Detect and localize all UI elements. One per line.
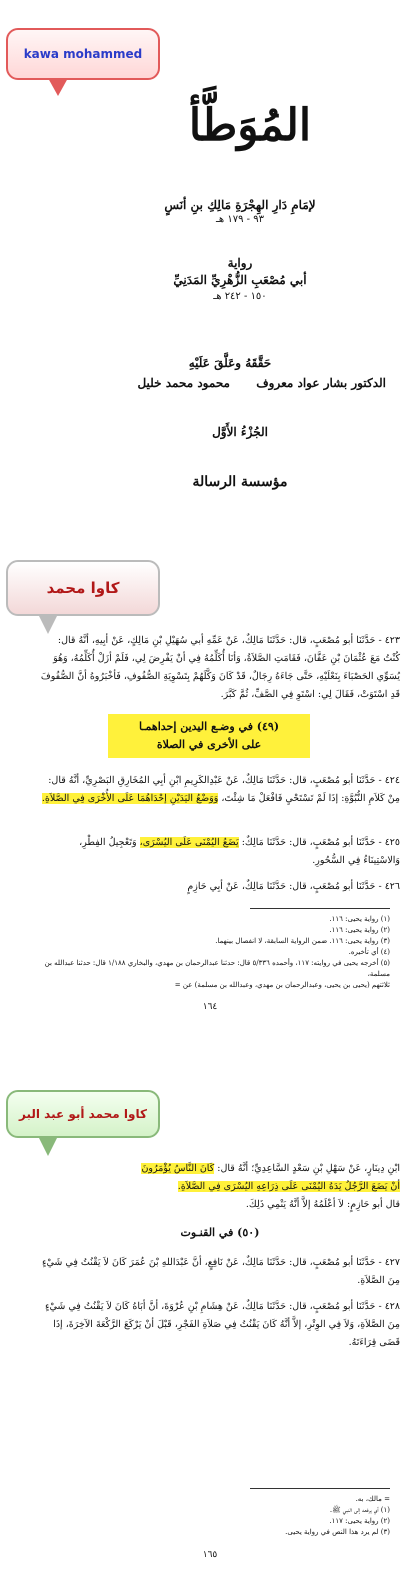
book-title: المُوَطَّأ: [188, 100, 312, 151]
footnote: (١) رواية يحيى: ١١٦.: [329, 915, 390, 923]
publisher-name: مؤسسة الرسالة: [192, 474, 288, 490]
chapter-50-heading: (٥٠) في القنـوت: [180, 1226, 260, 1239]
hadith-425-highlight: يَضَعُ اليُمْنَى عَلَى اليُسْرَى،: [139, 837, 239, 848]
callout-tail: [38, 614, 58, 634]
volume-label: الجُزْءُ الأَوَّل: [212, 425, 268, 439]
editor-2: محمود محمد خليل: [137, 376, 230, 390]
hadith-425-text-2: وَتَعْجِيلُ الفِطْرِ، وَالاسْتِينَاءُ فِي السُّحُورِ.: [79, 837, 400, 866]
footnote-divider: [250, 1488, 390, 1489]
footnote: (١) أي يرفعه إلى النبي ﷺ.: [329, 1506, 390, 1514]
hadith-424-text: ٤٢٤ - حَدَّثَنَا أبو مُصْعَبٍ، قال: حَدَّثَنَا مَالِكٌ، عَنْ عَبْدِالكَرِيمِ ابْنِ أبِي المُخَارِقِ البَصْرِيِّ، أنَّهُ قال: مِنْ كَلاَمِ النُّبُوَّةِ: إذَا لَمْ تَسْتَحْيِ فَافْعَلْ مَا شِئْتَ،: [48, 775, 400, 804]
hadith-426-continued: [40, 1160, 400, 1214]
imam-name: لإمَامِ دَارِ الهِجْرَةِ مَالِكِ بنِ أنَسٍ: [164, 198, 316, 212]
footnote: (٣) لم يرد هذا النص في رواية يحيى.: [285, 1528, 390, 1536]
continued-highlight-1: كَانَ النَّاسُ يُؤْمَرُونَ: [141, 1163, 215, 1174]
hadith-425-text: ٤٢٥ - حَدَّثَنَا أبو مُصْعَبٍ، قال: حَدَّثَنَا مَالِكٌ:: [241, 837, 400, 848]
footnote-divider: [250, 908, 390, 909]
riwaya-label: رواية: [227, 256, 253, 270]
footnote: = مالك، به.: [355, 1495, 390, 1503]
hadith-424: [40, 772, 400, 808]
callout-bubble-2: [6, 560, 160, 616]
footnote: (٢) رواية يحيى: ١١٦.: [329, 926, 390, 934]
chapter-49-heading: [108, 714, 310, 758]
page-number-164: ١٦٤: [202, 1002, 218, 1012]
callout-bubble-1: [6, 28, 160, 80]
narrator-name: أبي مُصْعَبِ الزُّهْرِيِّ المَدَنِيِّ: [173, 273, 307, 287]
footnote: (٢) رواية يحيى: ١١٧.: [329, 1517, 390, 1525]
continued-highlight-2: أنْ يَضَعَ الرَّجُلُ يَدَهُ اليُمْنَى عَلَى ذِرَاعِهِ اليُسْرَى فِي الصَّلاَةِ.: [177, 1181, 400, 1192]
footnote: (٣) رواية يحيى: ١١٦. ضمن الرواية السابقة، لا انفصال بينهما.: [215, 937, 390, 945]
hadith-425: [40, 834, 400, 870]
callout-tail: [38, 1136, 58, 1156]
page-number-165: ١٦٥: [202, 1550, 218, 1560]
continued-text-2: قال أبو حَازِمٍ: لاَ أعْلَمُهُ إلاَّ أنَّهُ يَنْمِي ذَلِكَ.: [245, 1199, 400, 1210]
editor-1: الدكتور بشار عواد معروف: [256, 376, 386, 390]
editing-label: حَقَّقَهُ وعَلَّقَ عَلَيْهِ: [188, 356, 272, 370]
callout-text: كاوا محمد أبو عبد البر: [19, 1107, 147, 1121]
footnotes-165: [140, 1494, 390, 1538]
hadith-426: ٤٢٦ - حَدَّثَنَا أبو مُصْعَبٍ، قال: حَدَّثَنَا مَالِكٌ، عَنْ أبِي حَازِمٍ: [187, 881, 400, 892]
footnotes-164: [40, 914, 390, 991]
hadith-424-highlight: وَوَضْعُ اليَدَيْنِ إحْدَاهُمَا عَلَى الأُخْرَى فِي الصَّلاَةِ.: [41, 793, 219, 804]
callout-tail: [48, 78, 68, 96]
hadith-427: ٤٢٧ - حَدَّثَنَا أبو مُصْعَبٍ، قال: حَدَّثَنَا مَالِكٌ، عَنْ نَافِعٍ، أنَّ عَبْدَاللهِ بْنَ عُمَرَ كَانَ لاَ يَقْنُتُ فِي شَيْءٍ مِنَ الصَّلاَةِ.: [42, 1257, 400, 1286]
hadith-428: ٤٢٨ - حَدَّثَنَا أبو مُصْعَبٍ، قال: حَدَّثَنَا مَالِكٌ، عَنْ هِشَامِ بْنِ عُرْوَةَ، أنَّ أبَاهُ كَانَ لاَ يَقْنُتُ فِي شَيْءٍ مِنَ الصَّلاَةِ، وَلاَ فِي الوِتْرِ، إلاَّ أنَّهُ كَانَ يَقْنُتُ فِي صَلاَةِ الفَجْرِ، قَبْلَ أنْ يَرْكَعَ الرَّكْعَةَ الآخِرَةَ، إذَا قَضَى قِرَاءَتَهُ.: [44, 1301, 400, 1348]
continued-text: ابْنِ دِينَارٍ، عَنْ سَهْلِ بْنِ سَعْدٍ السَّاعِدِيِّ؛ أنَّهُ قال:: [217, 1163, 400, 1174]
imam-dates: ٩٣ - ١٧٩ هـ: [215, 214, 264, 225]
callout-bubble-3: [6, 1090, 160, 1138]
hadith-423: ٤٢٣ - حَدَّثَنَا أبو مُصْعَبٍ، قال: حَدَّثَنَا مَالِكٌ، عَنْ عَمِّهِ أبي سُهَيْلِ بْنِ مَالِكٍ، عَنْ أبِيهِ، أنَّهُ قال: كُنْتُ مَعَ عُثْمَانَ بْنِ عَفَّانَ، فَقَامَتِ الصَّلاَةُ، وَأنَا أُكَلِّمُهُ فِي أنْ يَفْرِضَ لِي، فَلَمْ أزَلْ أُكَلِّمُهُ، وَهُوَ يُسَوِّي الحَصْبَاءَ بِنَعْلَيْهِ، حَتَّى جَاءَهُ رِجَالٌ، قَدْ كَانَ وَكَّلَهُمْ بِتَسْوِيَةِ الصُّفُوفِ، فَأخْبَرُوهُ أنَّ الصُّفُوفَ قَدِ اسْتَوَتْ، فَقَالَ لِي: اسْتَوِ فِي الصَّفِّ، ثُمَّ كَبَّرَ.: [40, 635, 400, 700]
callout-text: كاوا محمد: [46, 579, 120, 597]
narrator-dates: ١٥٠ - ٢٤٢ هـ: [213, 291, 267, 302]
footnote: ثلاثتهم (يحيى بن يحيى، وعبدالرحمان بن مهدي، وعبدالله بن مسلمة) عن =: [174, 981, 390, 989]
footnote: (٥) أخرجه يحيى في روايته: ١١٧، وأحمده ٥/٣٣٦ قال: حدثنا عبدالرحمان بن مهدي، والبخاري ١/١٨٨ قال: حدثنا عبدالله بن مسلمة،: [44, 959, 390, 978]
chapter-49-line-1: (٤٩) في وضـع اليدين إحداهمـا: [138, 720, 280, 733]
callout-text: kawa mohammed: [23, 47, 143, 61]
chapter-49-line-2: على الأخرى في الصلاة: [156, 738, 262, 751]
footnote: (٤) أي تأخيره.: [348, 948, 390, 956]
